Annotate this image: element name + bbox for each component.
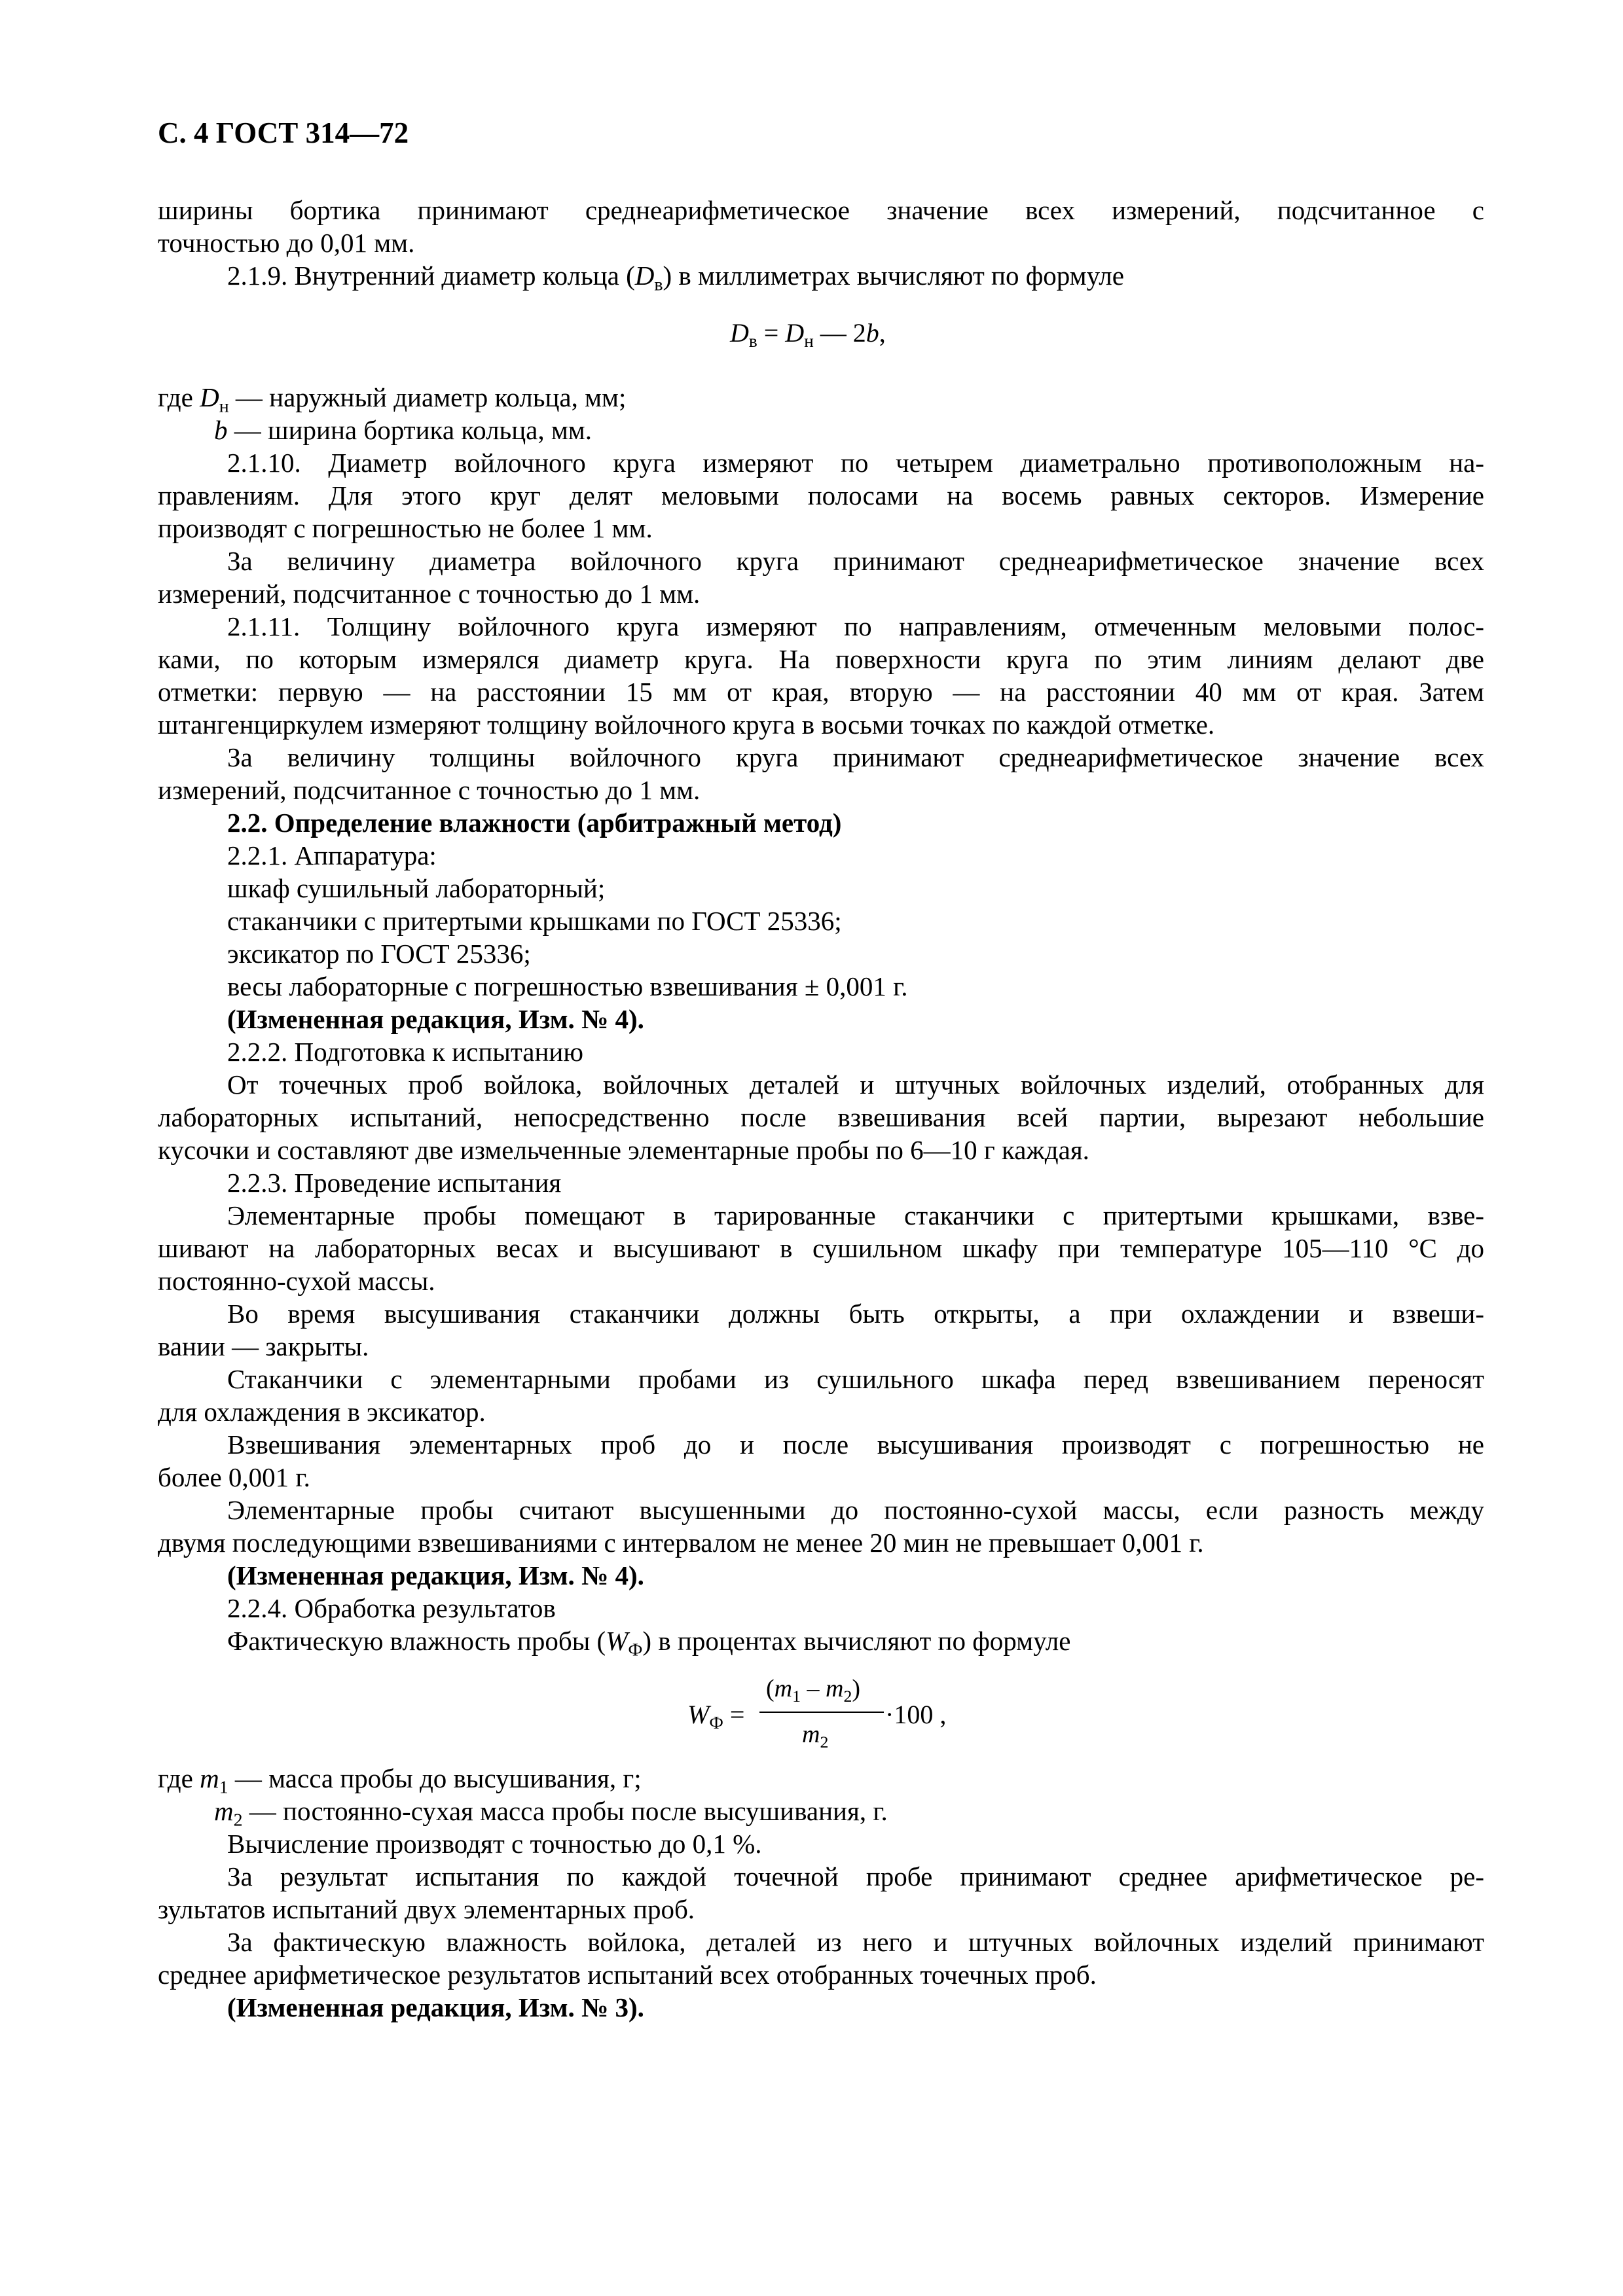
- text-line: [214, 1795, 888, 1831]
- text-line: 2.2.2. Подготовка к испытанию: [227, 1037, 583, 1067]
- formula-numerator: $(m_1 - m_2)$: [766, 1675, 861, 1706]
- text-line: 2.2.3. Проведение испытания: [227, 1168, 562, 1198]
- text-line: Элементарные пробы помещают в тарированные стаканчики с притертыми крышками, взве-: [227, 1200, 1484, 1230]
- list-item: шкаф сушильный лабораторный;: [227, 873, 606, 903]
- text-line: вании — закрыты.: [158, 1331, 369, 1361]
- equals-sign: =: [763, 318, 779, 348]
- symbol-m: m: [826, 1675, 844, 1702]
- text-line: 2.2.1. Аппаратура:: [227, 840, 437, 870]
- text-line: За величину диаметра войлочного круга принимают среднеарифметическое значение всех: [227, 546, 1484, 576]
- text-fragment: 2.1.9. Внутренний диаметр кольца (: [227, 260, 635, 291]
- page-header: С. 4 ГОСТ 314—72: [158, 117, 409, 149]
- subscript: 2: [843, 1686, 852, 1706]
- list-item: весы лабораторные с погрешностью взвешивания ± 0,001 г.: [227, 971, 908, 1001]
- equals-sign: =: [729, 1700, 745, 1729]
- symbol-m: m: [802, 1721, 820, 1748]
- amendment-note: (Измененная редакция, Изм. № 4).: [227, 1560, 644, 1590]
- text-line: [158, 1762, 642, 1798]
- text-line: [227, 259, 1124, 295]
- text-line: более 0,001 г.: [158, 1462, 310, 1492]
- subscript: 2: [820, 1732, 829, 1751]
- text-line: штангенциркулем измеряют толщину войлочного круга в восьми точках по каждой отметке.: [158, 709, 1215, 740]
- text-fragment: где: [158, 382, 200, 412]
- text-line: измерений, подсчитанное с точностью до 1 мм.: [158, 775, 701, 805]
- symbol-w: W: [687, 1700, 710, 1729]
- fraction-bar: [759, 1712, 884, 1713]
- subscript: в: [654, 274, 663, 295]
- subscript: н: [219, 396, 229, 417]
- amendment-note: (Измененная редакция, Изм. № 4).: [227, 1004, 644, 1034]
- symbol-w: W: [606, 1626, 629, 1656]
- symbol-b: b: [866, 318, 879, 348]
- text-line: производят с погрешностью не более 1 мм.: [158, 513, 653, 543]
- text-line: 2.1.10. Диаметр войлочного круга измеряют по четырем диаметрально противоположным на-: [227, 448, 1484, 478]
- symbol-d: D: [730, 318, 749, 348]
- text-line: За фактическую влажность войлока, деталей из него и штучных войлочных изделий принимают: [227, 1927, 1484, 1957]
- symbol-b: b: [214, 415, 228, 445]
- text-fragment: Фактическую влажность пробы (: [227, 1626, 606, 1656]
- subscript: н: [804, 331, 814, 351]
- text-line: Во время высушивания стаканчики должны быть открыты, а при охлаждении и взвеши-: [227, 1299, 1484, 1329]
- subscript: 2: [233, 1810, 243, 1831]
- text-line: Стаканчики с элементарными пробами из сушильного шкафа перед взвешиванием переносят: [227, 1364, 1484, 1394]
- text-line: измерений, подсчитанное с точностью до 1 мм.: [158, 579, 701, 609]
- text-fragment: — ширина бортика кольца, мм.: [227, 415, 593, 445]
- text-line: отметки: первую — на расстоянии 15 мм от края, вторую — на расстоянии 40 мм от края. Затем: [158, 677, 1484, 707]
- text-line: точностью до 0,01 мм.: [158, 228, 415, 258]
- text-line: [214, 414, 592, 446]
- text-line: ширины бортика принимают среднеарифметическое значение всех измерений, подсчитанное с: [158, 195, 1484, 225]
- formula-lhs: [687, 1699, 745, 1733]
- symbol-m: m: [200, 1763, 219, 1793]
- amendment-note: (Измененная редакция, Изм. № 3).: [227, 1992, 644, 2022]
- text-fragment: — постоянно-сухая масса пробы после высушивания, г.: [242, 1796, 888, 1826]
- text-line: [227, 1624, 1071, 1660]
- text-line: для охлаждения в эксикатор.: [158, 1397, 486, 1427]
- formula-denominator: [802, 1720, 828, 1749]
- text-line: От точечных проб войлока, войлочных деталей и штучных войлочных изделий, отобранных для: [227, 1069, 1484, 1100]
- text-line: двумя последующими взвешиваниями с интервалом не менее 20 мин не превышает 0,001 г.: [158, 1528, 1204, 1558]
- section-heading: 2.2. Определение влажности (арбитражный метод): [227, 808, 842, 838]
- text-line: 2.1.11. Толщину войлочного круга измеряют по направлениям, отмеченным меловыми полос-: [227, 611, 1484, 641]
- subscript: 1: [219, 1777, 228, 1798]
- list-item: стаканчики с притертыми крышками по ГОСТ 25336;: [227, 906, 842, 936]
- text-fragment: где: [158, 1763, 200, 1793]
- symbol-d: D: [200, 382, 219, 412]
- subscript: Ф: [709, 1713, 723, 1733]
- text-line: Вычисление производят с точностью до 0,1 %.: [227, 1829, 762, 1859]
- text-fragment: ) в процентах вычисляют по формуле: [642, 1626, 1071, 1656]
- text-line: среднее арифметическое результатов испытаний всех отобранных точечных проб.: [158, 1960, 1097, 1990]
- text-line: зультатов испытаний двух элементарных проб.: [158, 1894, 695, 1924]
- formula-inner-diameter: $D_в = D_н$ — 2b,: [730, 318, 886, 351]
- text-line: [158, 381, 627, 417]
- text-line: правлениям. Для этого круг делят меловыми полосами на восемь равных секторов. Измерение: [158, 480, 1484, 511]
- subscript: Ф: [628, 1640, 643, 1660]
- text-line: За результат испытания по каждой точечной пробе принимают среднее арифметическое ре-: [227, 1861, 1484, 1892]
- text-fragment: ) в миллиметрах вычисляют по формуле: [663, 260, 1124, 291]
- formula-multiplier: ·100 ,: [885, 1700, 947, 1729]
- text-fragment: — наружный диаметр кольца, мм;: [228, 382, 627, 412]
- subscript: в: [748, 331, 757, 351]
- symbol-d: D: [785, 318, 805, 348]
- subscript: 1: [792, 1686, 801, 1706]
- text-line: Элементарные пробы считают высушенными до постоянно-сухой массы, если разность между: [227, 1495, 1484, 1525]
- text-line: За величину толщины войлочного круга принимают среднеарифметическое значение всех: [227, 742, 1484, 772]
- text-fragment: — масса пробы до высушивания, г;: [228, 1763, 642, 1793]
- symbol-m: m: [774, 1675, 793, 1702]
- symbol-d: D: [634, 260, 655, 291]
- symbol-m: m: [214, 1796, 234, 1826]
- list-item: эксикатор по ГОСТ 25336;: [227, 939, 531, 969]
- text-line: ками, по которым измерялся диаметр круга. На поверхности круга по этим линиям делают две: [158, 644, 1484, 674]
- text-line: кусочки и составляют две измельченные элементарные пробы по 6—10 г каждая.: [158, 1135, 1089, 1165]
- text-line: постоянно-сухой массы.: [158, 1266, 435, 1296]
- text-line: лабораторных испытаний, непосредственно после взвешивания всей партии, вырезают небольшие: [158, 1102, 1484, 1132]
- text-line: 2.2.4. Обработка результатов: [227, 1593, 556, 1623]
- text-line: Взвешивания элементарных проб до и после высушивания производят с погрешностью не: [227, 1429, 1484, 1460]
- text-line: шивают на лабораторных весах и высушивают в сушильном шкафу при температуре 105—110 °С до: [158, 1233, 1484, 1263]
